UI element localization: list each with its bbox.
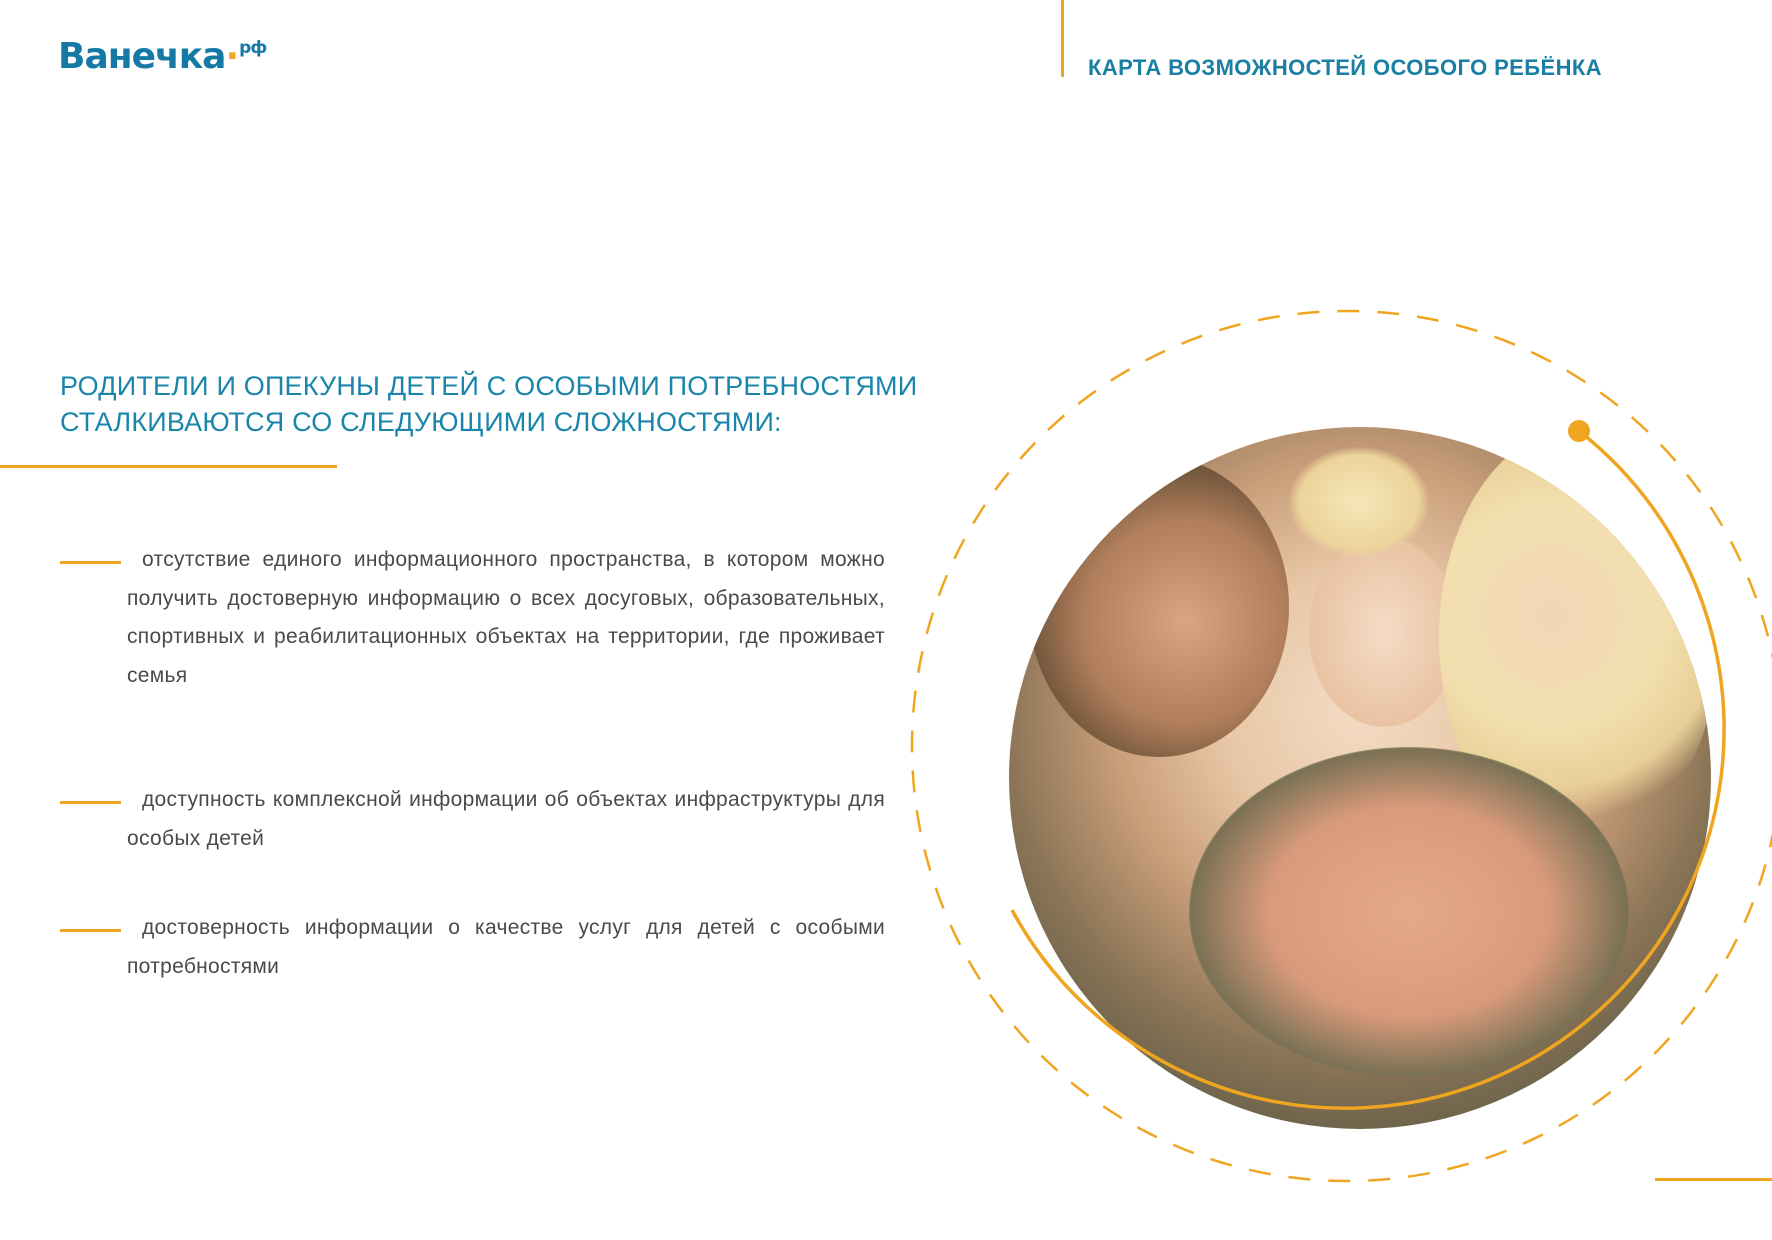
heading-line-1: РОДИТЕЛИ И ОПЕКУНЫ ДЕТЕЙ С ОСОБЫМИ ПОТРЕБНОСТЯМИ xyxy=(60,371,918,401)
list-item: доступность комплексной информации об объектах инфраструктуры для особых детей xyxy=(127,788,885,850)
list-item: отсутствие единого информационного пространства, в котором можно получить достоверную информацию о всех досуговых, образовательных, спортивных и реабилитационных объектах на территории, где проживает семья xyxy=(127,548,885,687)
logo-dot: · xyxy=(225,36,239,77)
arc-dot xyxy=(1568,420,1590,442)
corner-line xyxy=(1655,1178,1772,1181)
solid-arc xyxy=(1012,431,1724,1108)
heading-line-2: СТАЛКИВАЮТСЯ СО СЛЕДУЮЩИМИ СЛОЖНОСТЯМИ: xyxy=(60,407,782,437)
document-title: КАРТА ВОЗМОЖНОСТЕЙ ОСОБОГО РЕБЁНКА xyxy=(1088,55,1602,80)
logo-suffix: рф xyxy=(239,38,267,58)
dashed-circle xyxy=(912,311,1772,1181)
logo-text: Ванечка xyxy=(58,36,226,77)
list-item: достоверность информации о качестве услуг для детей с особыми потребностями xyxy=(127,916,885,978)
